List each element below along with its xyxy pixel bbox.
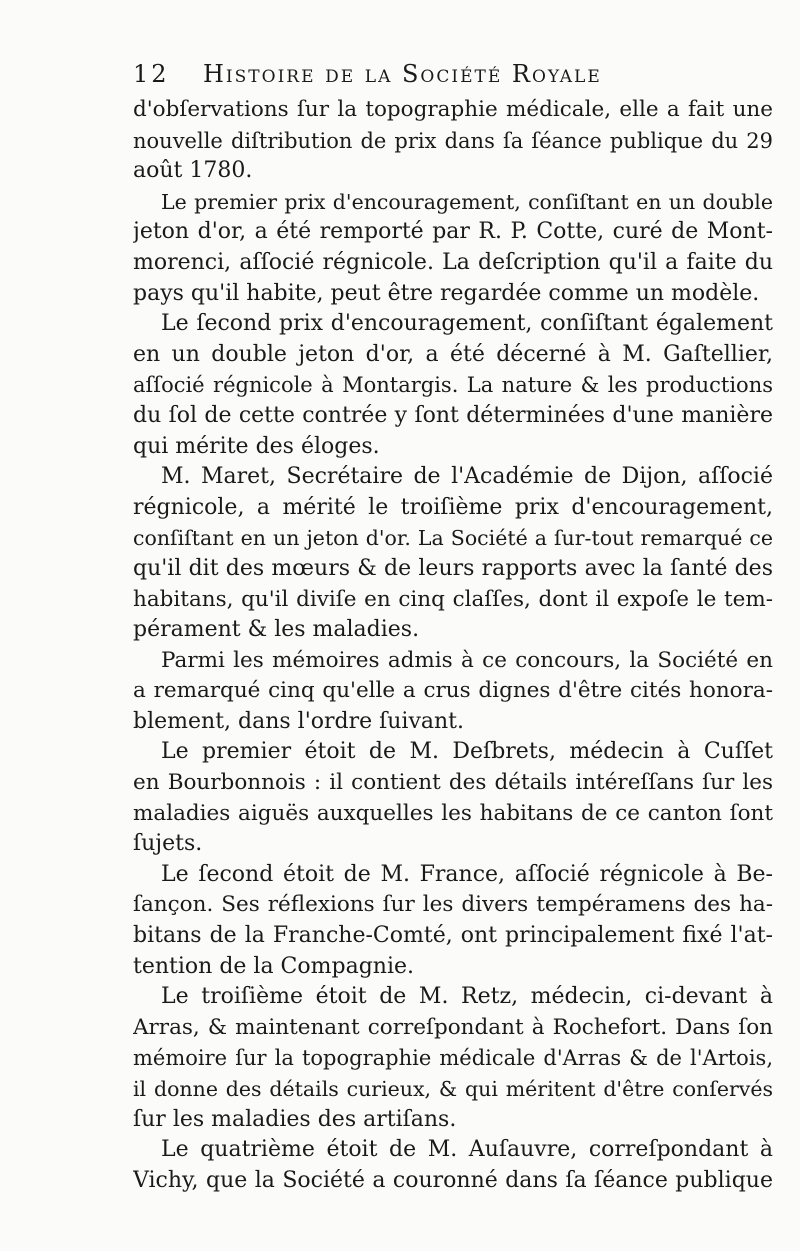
paragraph bbox=[133, 982, 773, 1135]
text-line: Vichy, que la Société a couronné dans ſa ſéance publique bbox=[133, 1167, 773, 1193]
text-line: habitans, qu'il diviſe en cinq claſſes, dont il expoſe le tem- bbox=[133, 586, 773, 612]
text-line: Le ſecond prix d'encouragement, conſiſtant également bbox=[161, 311, 773, 337]
text-line: août 1780. bbox=[133, 158, 253, 184]
text-line: qui mérite des éloges. bbox=[133, 433, 380, 459]
paragraph bbox=[133, 309, 773, 462]
text-line: pérament & les maladies. bbox=[133, 617, 420, 643]
text-line: pays qu'il habite, peut être regardée comme un modèle. bbox=[133, 280, 760, 306]
text-line: Le premier étoit de M. Deſbrets, médecin à Cuſſet bbox=[161, 739, 773, 765]
paragraph bbox=[133, 860, 773, 982]
text-line: Parmi les mémoires admis à ce concours, la Société en bbox=[161, 647, 773, 673]
text-line: jeton d'or, a été remporté par R. P. Cotte, curé de Mont- bbox=[133, 219, 773, 245]
text-line: en un double jeton d'or, a été décerné à M. Gaſtellier, bbox=[133, 341, 773, 367]
text-line: régnicole, a mérité le troiſième prix d'encouragement, bbox=[133, 494, 773, 520]
text-line: conſiſtant en un jeton d'or. La Société a ſur-tout remarqué ce bbox=[133, 526, 773, 551]
running-head: Histoire de la Société Royale bbox=[203, 60, 602, 88]
body-text bbox=[133, 95, 773, 1196]
text-line: d'obſervations ſur la topographie médicale, elle a fait une bbox=[133, 97, 773, 122]
text-line: qu'il dit des mœurs & de leurs rapports avec la ſanté des bbox=[133, 555, 773, 581]
text-line: Le troiſième étoit de M. Retz, médecin, ci-devant à bbox=[161, 984, 773, 1010]
text-line: bitans de la Franche-Comté, ont principalement fixé l'at- bbox=[133, 923, 773, 949]
text-line: mémoire ſur la topographie médicale d'Arras & de l'Artois, bbox=[133, 1046, 773, 1071]
paragraph bbox=[133, 95, 773, 187]
text-line: Le ſecond étoit de M. France, aſſocié régnicole à Be- bbox=[161, 861, 773, 887]
page-number: 12 bbox=[133, 60, 170, 88]
text-line: a remarqué cinq qu'elle a crus dignes d'être cités honora- bbox=[133, 678, 773, 704]
text-line: Arras, & maintenant correſpondant à Rochefort. Dans ſon bbox=[133, 1014, 773, 1040]
paragraph bbox=[133, 187, 773, 309]
text-line: nouvelle diſtribution de prix dans ſa ſéance publique du 29 bbox=[133, 128, 773, 153]
paragraph bbox=[133, 737, 773, 859]
text-line: ſançon. Ses réflexions ſur les divers tempéramens des ha- bbox=[133, 892, 773, 918]
text-line: tention de la Compagnie. bbox=[133, 953, 414, 979]
paragraph bbox=[133, 462, 773, 646]
text-line: ſur les maladies des artiſans. bbox=[133, 1106, 457, 1132]
text-line: M. Maret, Secrétaire de l'Académie de Dijon, aſſocié bbox=[161, 464, 773, 490]
text-line: aſſocié régnicole à Montargis. La nature & les productions bbox=[133, 373, 773, 398]
paragraph bbox=[133, 646, 773, 738]
text-line: morenci, aſſocié régnicole. La deſcription qu'il a faite du bbox=[133, 249, 773, 275]
text-line: il donne des détails curieux, & qui méritent d'être conſervés bbox=[133, 1077, 773, 1101]
text-line: du ſol de cette contrée y ſont déterminées d'une manière bbox=[133, 402, 773, 428]
text-line: ſujets. bbox=[133, 831, 203, 857]
text-line: Le premier prix d'encouragement, conſiſtant en un double bbox=[161, 189, 773, 214]
text-line: maladies aiguës auxquelles les habitans de ce canton ſont bbox=[133, 800, 773, 826]
text-line: blement, dans l'ordre ſuivant. bbox=[133, 708, 465, 734]
text-line: Le quatrième étoit de M. Auſauvre, correſpondant à bbox=[161, 1137, 773, 1163]
text-line: en Bourbonnois : il contient des détails intéreſſans ſur les bbox=[133, 770, 773, 796]
paragraph bbox=[133, 1135, 773, 1196]
page-header bbox=[133, 56, 773, 96]
